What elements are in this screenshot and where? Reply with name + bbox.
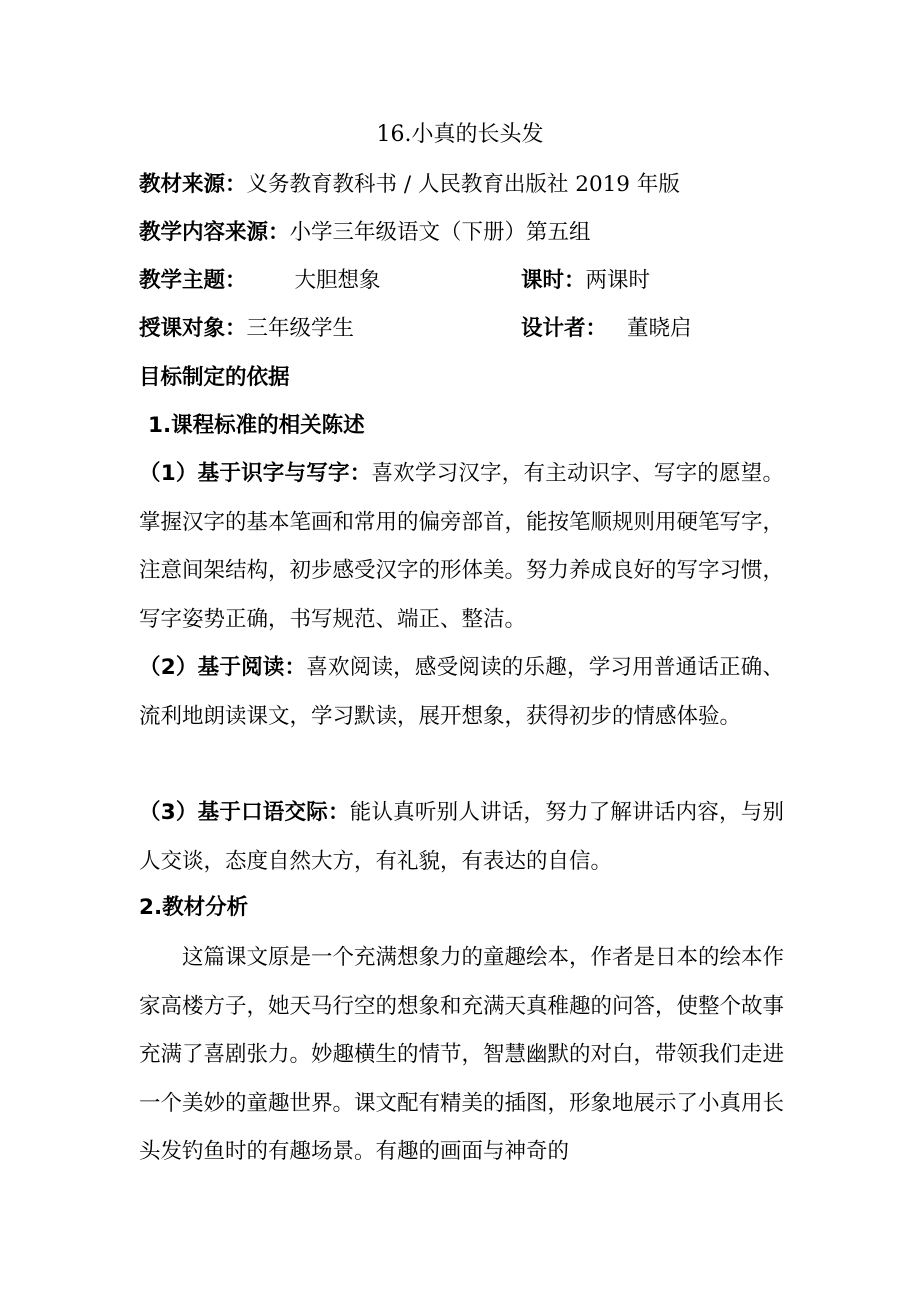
- standard-item-2-label: （2）基于阅读：: [139, 655, 307, 680]
- standard-item-3: [139, 789, 784, 886]
- content-source-label: 教学内容来源：: [139, 220, 290, 245]
- class-hours-value: 两课时: [585, 268, 651, 293]
- designer: [521, 314, 692, 344]
- document-title: 16.小真的长头发: [376, 122, 544, 147]
- audience-label: 授课对象：: [139, 316, 247, 341]
- class-hours-label: 课时：: [521, 268, 586, 293]
- source-row: [139, 170, 680, 200]
- theme-label: 教学主题：: [139, 268, 247, 293]
- section-heading-basis: 目标制定的依据: [139, 365, 290, 390]
- source-value: 义务教育教科书 / 人民教育出版社 2019 年版: [246, 172, 680, 197]
- designer-value: 董晓启: [627, 316, 692, 341]
- source-label: 教材来源：: [139, 172, 247, 197]
- standard-item-3-label: （3）基于口语交际：: [139, 800, 350, 825]
- standard-item-3-text: 能认真听别人讲话，努力了解讲话内容，与别人交谈，态度自然大方，有礼貌，有表达的自信。: [139, 800, 784, 874]
- content-source-value: 小学三年级语文（下册）第五组: [289, 220, 591, 245]
- standard-item-2: [139, 644, 784, 741]
- standard-item-2-text: 喜欢阅读，感受阅读的乐趣，学习用普通话正确、流利地朗读课文，学习默读，展开想象，获得初步的情感体验。: [139, 655, 784, 729]
- content-source-row: [139, 218, 591, 248]
- audience-row: [139, 314, 784, 344]
- class-hours: [521, 266, 650, 296]
- subsection-heading-analysis: 2.教材分析: [139, 895, 249, 920]
- standard-item-1-label: （1）基于识字与写字：: [139, 461, 372, 486]
- standard-item-1: [139, 450, 784, 644]
- audience-value: 三年级学生: [246, 316, 355, 341]
- analysis-paragraph: 这篇课文原是一个充满想象力的童趣绘本，作者是日本的绘本作家高楼方子，她天马行空的想象和充满天真稚趣的问答，使整个故事充满了喜剧张力。妙趣横生的情节，智慧幽默的对白，带领我们走进一个美妙的童趣世界。课文配有精美的插图，形象地展示了小真用长头发钓鱼时的有趣场景。有趣的画面与神奇的: [139, 945, 785, 1164]
- theme-value: 大胆想象: [294, 268, 381, 293]
- subsection-heading-standards: 1.课程标准的相关陈述: [148, 413, 365, 438]
- standard-item-1-text: 喜欢学习汉字，有主动识字、写字的愿望。掌握汉字的基本笔画和常用的偏旁部首，能按笔顺规则用硬笔写字，注意间架结构，初步感受汉字的形体美。努力养成良好的写字习惯，写字姿势正确，书写规范、端正、整洁。: [139, 461, 785, 632]
- theme-row: [139, 266, 784, 296]
- designer-label: 设计者：: [521, 316, 608, 341]
